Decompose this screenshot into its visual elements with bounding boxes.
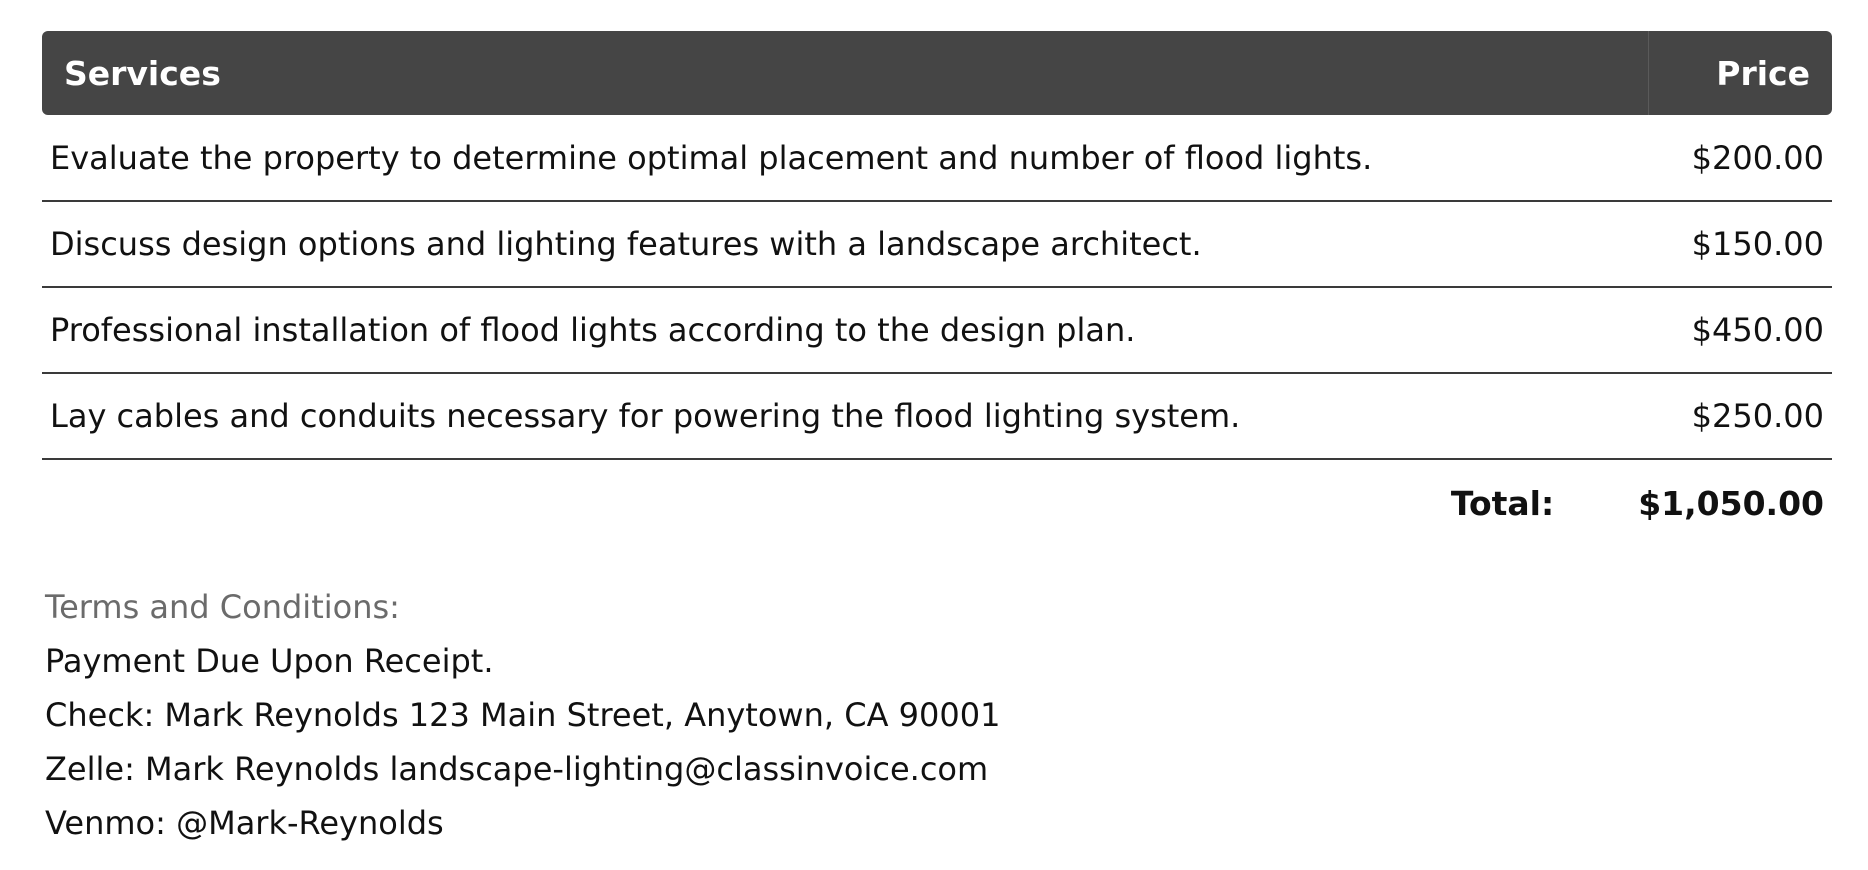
terms-title: Terms and Conditions: [45,588,400,626]
total-row [42,460,1832,546]
service-price: $450.00 [1648,287,1832,373]
total-value: $1,050.00 [1638,483,1824,523]
terms-line-check: Check: Mark Reynolds 123 Main Street, Anytown, CA 90001 [45,696,1001,734]
invoice-services-section [42,31,1832,546]
service-description: Discuss design options and lighting features with a landscape architect. [42,201,1648,287]
service-description: Evaluate the property to determine optimal placement and number of flood lights. [42,115,1648,201]
total-label: Total: [1450,483,1555,523]
terms-line-venmo: Venmo: @Mark-Reynolds [45,804,444,842]
terms-line-zelle: Zelle: Mark Reynolds landscape-lighting@classinvoice.com [45,750,989,788]
table-row [42,201,1832,287]
header-services: Services [42,31,1648,115]
table-row [42,373,1832,459]
services-table [42,31,1832,460]
table-row [42,287,1832,373]
service-description: Lay cables and conduits necessary for powering the flood lighting system. [42,373,1648,459]
service-price: $150.00 [1648,201,1832,287]
terms-section [45,580,1000,850]
service-description: Professional installation of flood lights according to the design plan. [42,287,1648,373]
service-price: $200.00 [1648,115,1832,201]
service-price: $250.00 [1648,373,1832,459]
terms-line-payment: Payment Due Upon Receipt. [45,642,494,680]
table-header-row [42,31,1832,115]
header-price: Price [1648,31,1832,115]
table-row [42,115,1832,201]
